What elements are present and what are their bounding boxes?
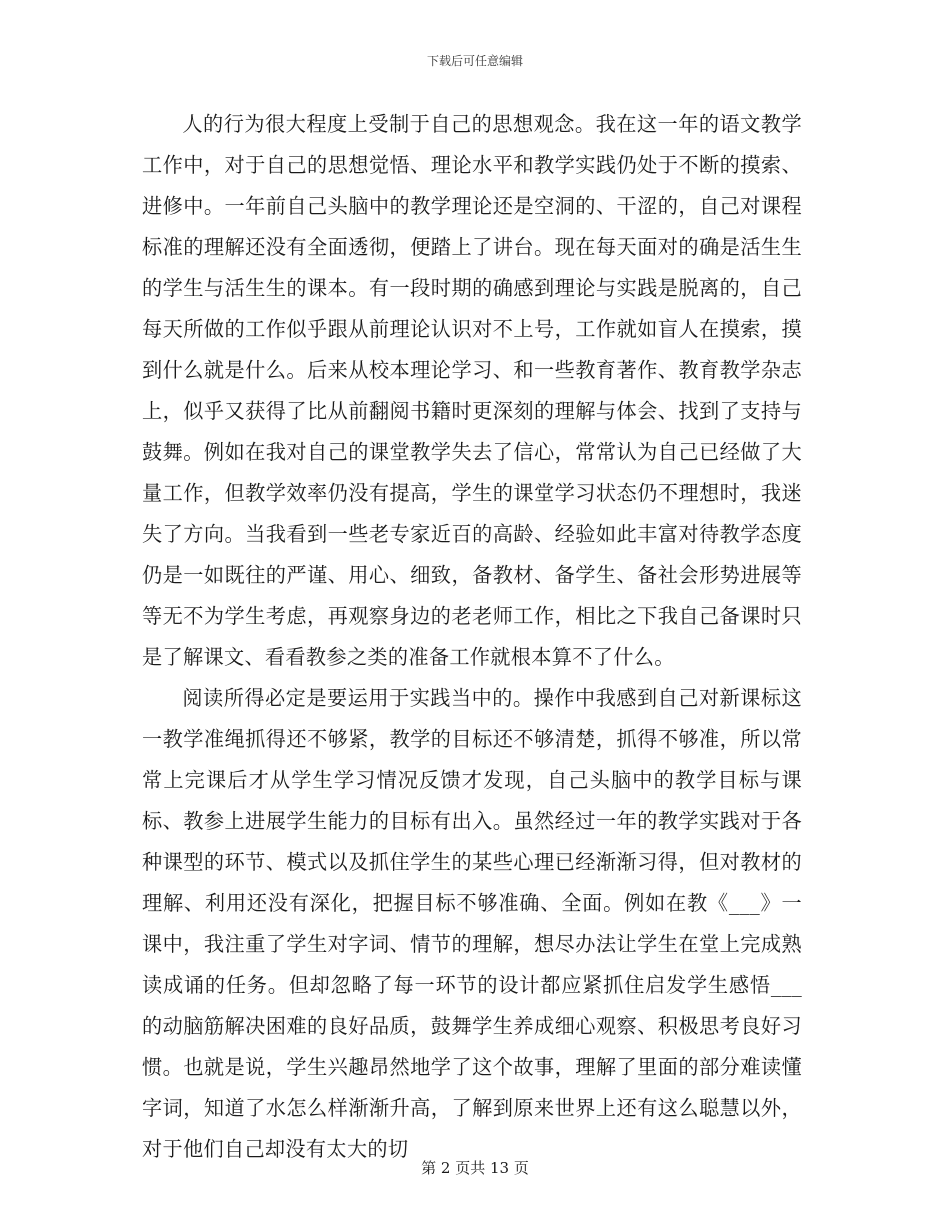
page-header: 下载后可任意编辑	[426, 54, 523, 68]
document-body	[142, 104, 802, 1170]
page-number-footer: 第 2 页共 13 页	[421, 1159, 529, 1177]
paragraph-2: 阅读所得必定是要运用于实践当中的。操作中我感到自己对新课标这一教学准绳抓得还不够紧，教学的目标还不够清楚，抓得不够准，所以常常上完课后才从学生学习情况反馈才发现，自己头脑中的教学目标与课标、教参上进展学生能力的目标有出入。虽然经过一年的教学实践对于各种课型的环节、模式以及抓住学生的某些心理已经渐渐习得，但对教材的理解、利用还没有深化，把握目标不够准确、全面。例如在教《___》一课中，我注重了学生对字词、情节的理解，想尽办法让学生在堂上完成熟读成诵的任务。但却忽略了每一环节的设计都应紧抓住启发学生感悟___的动脑筋解决困难的良好品质，鼓舞学生养成细心观察、积极思考良好习惯。也就是说，学生兴趣昂然地学了这个故事，理解了里面的部分难读懂字词，知道了水怎么样渐渐升高，了解到原来世界上还有这么聪慧以外，对于他们自己却没有太大的切	[142, 686, 802, 1161]
paragraph-1: 人的行为很大程度上受制于自己的思想观念。我在这一年的语文教学工作中，对于自己的思想觉悟、理论水平和教学实践仍处于不断的摸索、进修中。一年前自己头脑中的教学理论还是空洞的、干涩的，自己对课程标准的理解还没有全面透彻，便踏上了讲台。现在每天面对的确是活生生的学生与活生生的课本。有一段时期的确感到理论与实践是脱离的，自己每天所做的工作似乎跟从前理论认识对不上号，工作就如盲人在摸索，摸到什么就是什么。后来从校本理论学习、和一些教育著作、教育教学杂志上，似乎又获得了比从前翻阅书籍时更深刻的理解与体会、找到了支持与鼓舞。例如在我对自己的课堂教学失去了信心，常常认为自己已经做了大量工作，但教学效率仍没有提高，学生的课堂学习状态仍不理想时，我迷失了方向。当我看到一些老专家近百的高龄、经验如此丰富对待教学态度仍是一如既往的严谨、用心、细致，备教材、备学生、备社会形势进展等等无不为学生考虑，再观察身边的老老师工作，相比之下我自己备课时只是了解课文、看看教参之类的准备工作就根本算不了什么。	[142, 112, 802, 669]
